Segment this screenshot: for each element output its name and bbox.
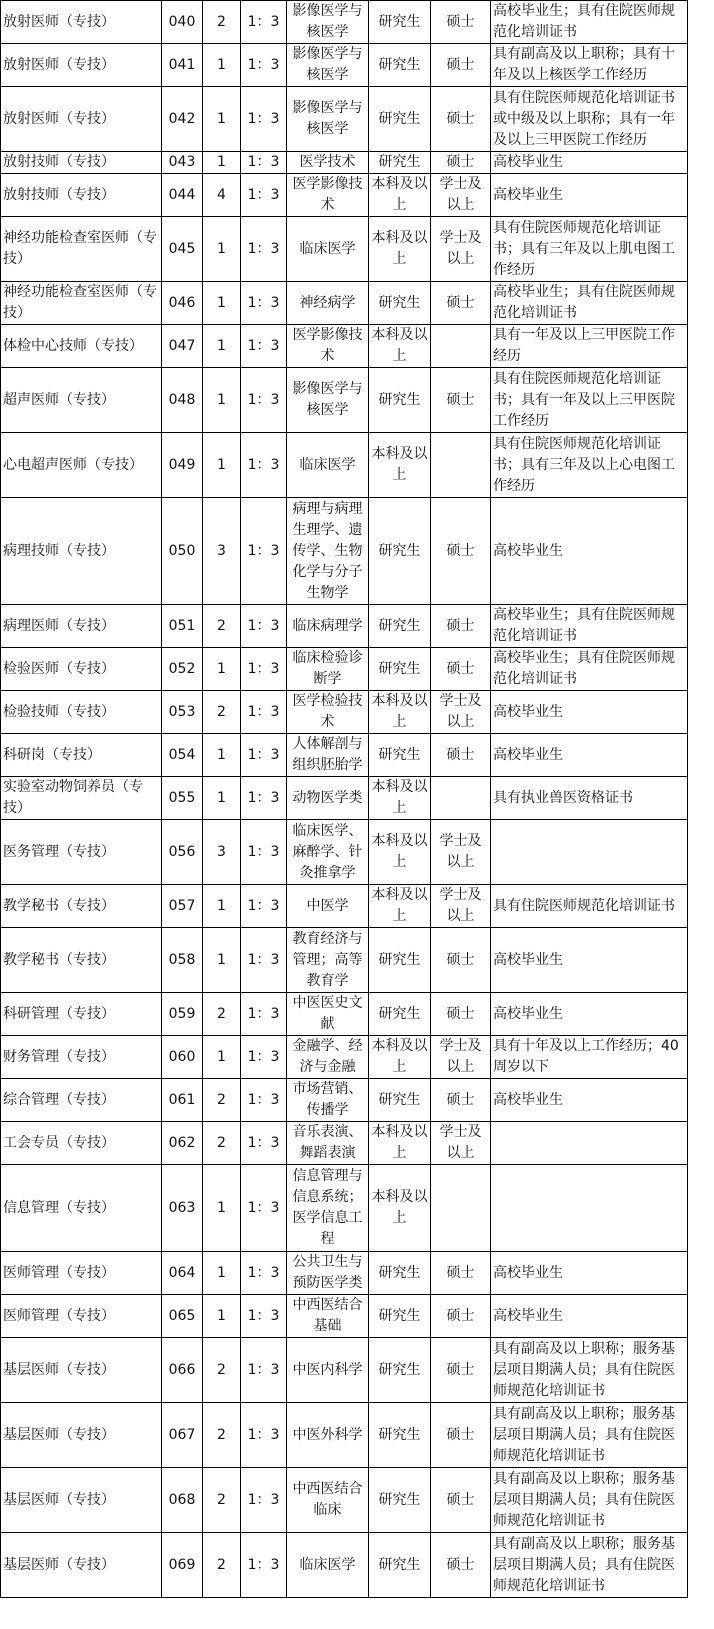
headcount-cell: 1 (203, 325, 241, 368)
table-row (1, 1468, 688, 1533)
major-cell: 中医学 (287, 885, 369, 928)
degree-cell: 学士及以上 (431, 885, 491, 928)
ratio-cell: 1：3 (241, 993, 287, 1036)
requirements-cell: 高校毕业生；具有住院医师规范化培训证书 (491, 648, 688, 691)
post-code-cell: 060 (162, 1036, 203, 1079)
major-cell: 影像医学与核医学 (287, 87, 369, 152)
degree-cell: 硕士 (431, 648, 491, 691)
table-row (1, 44, 688, 87)
degree-cell: 硕士 (431, 1252, 491, 1295)
education-cell: 研究生 (369, 928, 431, 993)
degree-cell: 学士及以上 (431, 1036, 491, 1079)
degree-cell: 硕士 (431, 928, 491, 993)
education-cell: 研究生 (369, 1533, 431, 1598)
degree-cell: 学士及以上 (431, 1122, 491, 1165)
major-cell: 影像医学与核医学 (287, 1, 369, 44)
major-cell: 临床病理学 (287, 605, 369, 648)
requirements-cell: 具有副高及以上职称；服务基层项目期满人员；具有住院医师规范化培训证书 (491, 1403, 688, 1468)
education-cell: 本科及以上 (369, 325, 431, 368)
table-row (1, 1, 688, 44)
ratio-cell: 1：3 (241, 1, 287, 44)
table-row (1, 1403, 688, 1468)
table-row (1, 734, 688, 777)
post-code-cell: 042 (162, 87, 203, 152)
ratio-cell: 1：3 (241, 44, 287, 87)
post-name-cell: 放射技师（专技） (1, 152, 162, 174)
post-name-cell: 工会专员（专技） (1, 1122, 162, 1165)
ratio-cell: 1：3 (241, 648, 287, 691)
table-row (1, 1079, 688, 1122)
ratio-cell: 1：3 (241, 1036, 287, 1079)
requirements-cell: 高校毕业生 (491, 174, 688, 217)
table-row (1, 691, 688, 734)
ratio-cell: 1：3 (241, 368, 287, 433)
table-row (1, 433, 688, 498)
major-cell: 医学影像技术 (287, 174, 369, 217)
ratio-cell: 1：3 (241, 1468, 287, 1533)
requirements-cell: 高校毕业生 (491, 691, 688, 734)
major-cell: 影像医学与核医学 (287, 368, 369, 433)
requirements-cell: 高校毕业生 (491, 993, 688, 1036)
post-name-cell: 医师管理（专技） (1, 1252, 162, 1295)
post-code-cell: 045 (162, 217, 203, 282)
degree-cell: 硕士 (431, 993, 491, 1036)
headcount-cell: 1 (203, 777, 241, 820)
headcount-cell: 2 (203, 605, 241, 648)
major-cell: 中西医结合临床 (287, 1468, 369, 1533)
post-name-cell: 病理医师（专技） (1, 605, 162, 648)
post-name-cell: 放射医师（专技） (1, 1, 162, 44)
ratio-cell: 1：3 (241, 691, 287, 734)
post-name-cell: 放射医师（专技） (1, 87, 162, 152)
ratio-cell: 1：3 (241, 87, 287, 152)
education-cell: 研究生 (369, 498, 431, 605)
post-code-cell: 057 (162, 885, 203, 928)
major-cell: 中医医史文献 (287, 993, 369, 1036)
headcount-cell: 3 (203, 820, 241, 885)
ratio-cell: 1：3 (241, 734, 287, 777)
headcount-cell: 1 (203, 885, 241, 928)
major-cell: 动物医学类 (287, 777, 369, 820)
ratio-cell: 1：3 (241, 1122, 287, 1165)
major-cell: 临床医学 (287, 1533, 369, 1598)
table-row (1, 217, 688, 282)
requirements-cell: 具有住院医师规范化培训证书；具有三年及以上心电图工作经历 (491, 433, 688, 498)
headcount-cell: 1 (203, 734, 241, 777)
degree-cell: 学士及以上 (431, 820, 491, 885)
ratio-cell: 1：3 (241, 605, 287, 648)
headcount-cell: 2 (203, 1, 241, 44)
ratio-cell: 1：3 (241, 885, 287, 928)
table-row (1, 498, 688, 605)
table-row (1, 885, 688, 928)
education-cell: 本科及以上 (369, 433, 431, 498)
post-name-cell: 放射技师（专技） (1, 174, 162, 217)
education-cell: 本科及以上 (369, 1036, 431, 1079)
degree-cell: 硕士 (431, 1079, 491, 1122)
education-cell: 本科及以上 (369, 777, 431, 820)
requirements-cell (491, 1165, 688, 1252)
degree-cell: 硕士 (431, 282, 491, 325)
degree-cell: 硕士 (431, 734, 491, 777)
education-cell: 本科及以上 (369, 174, 431, 217)
education-cell: 本科及以上 (369, 820, 431, 885)
requirements-cell: 高校毕业生；具有住院医师规范化培训证书 (491, 1, 688, 44)
ratio-cell: 1：3 (241, 1252, 287, 1295)
major-cell: 信息管理与信息系统；医学信息工程 (287, 1165, 369, 1252)
requirements-cell: 高校毕业生；具有住院医师规范化培训证书 (491, 605, 688, 648)
requirements-cell: 高校毕业生 (491, 1295, 688, 1338)
post-code-cell: 052 (162, 648, 203, 691)
requirements-cell: 具有住院医师规范化培训证书或中级及以上职称；具有一年及以上三甲医院工作经历 (491, 87, 688, 152)
table-row (1, 282, 688, 325)
post-code-cell: 062 (162, 1122, 203, 1165)
table-row (1, 1295, 688, 1338)
major-cell: 影像医学与核医学 (287, 44, 369, 87)
requirements-cell: 具有执业兽医资格证书 (491, 777, 688, 820)
degree-cell: 硕士 (431, 498, 491, 605)
post-code-cell: 058 (162, 928, 203, 993)
post-name-cell: 医务管理（专技） (1, 820, 162, 885)
major-cell: 市场营销、传播学 (287, 1079, 369, 1122)
major-cell: 医学影像技术 (287, 325, 369, 368)
major-cell: 临床检验诊断学 (287, 648, 369, 691)
table-row (1, 777, 688, 820)
education-cell: 本科及以上 (369, 217, 431, 282)
table-row (1, 174, 688, 217)
degree-cell: 硕士 (431, 1403, 491, 1468)
education-cell: 研究生 (369, 1403, 431, 1468)
headcount-cell: 1 (203, 433, 241, 498)
ratio-cell: 1：3 (241, 928, 287, 993)
table-row (1, 605, 688, 648)
post-name-cell: 超声医师（专技） (1, 368, 162, 433)
major-cell: 医学检验技术 (287, 691, 369, 734)
post-name-cell: 信息管理（专技） (1, 1165, 162, 1252)
post-code-cell: 066 (162, 1338, 203, 1403)
major-cell: 中医外科学 (287, 1403, 369, 1468)
major-cell: 病理与病理生理学、遗传学、生物化学与分子生物学 (287, 498, 369, 605)
degree-cell: 硕士 (431, 605, 491, 648)
requirements-cell: 高校毕业生 (491, 1252, 688, 1295)
major-cell: 临床医学 (287, 217, 369, 282)
post-name-cell: 基层医师（专技） (1, 1403, 162, 1468)
post-code-cell: 054 (162, 734, 203, 777)
requirements-cell: 具有副高及以上职称；具有十年及以上核医学工作经历 (491, 44, 688, 87)
post-code-cell: 041 (162, 44, 203, 87)
education-cell: 研究生 (369, 1338, 431, 1403)
post-name-cell: 神经功能检查室医师（专技） (1, 282, 162, 325)
ratio-cell: 1：3 (241, 174, 287, 217)
table-row (1, 87, 688, 152)
major-cell: 医学技术 (287, 152, 369, 174)
requirements-cell: 具有十年及以上工作经历；40周岁以下 (491, 1036, 688, 1079)
requirements-cell: 高校毕业生 (491, 498, 688, 605)
degree-cell: 学士及以上 (431, 217, 491, 282)
education-cell: 研究生 (369, 1468, 431, 1533)
table-row (1, 325, 688, 368)
degree-cell: 硕士 (431, 1295, 491, 1338)
post-code-cell: 061 (162, 1079, 203, 1122)
education-cell: 本科及以上 (369, 1165, 431, 1252)
ratio-cell: 1：3 (241, 217, 287, 282)
major-cell: 教育经济与管理；高等教育学 (287, 928, 369, 993)
education-cell: 本科及以上 (369, 691, 431, 734)
ratio-cell: 1：3 (241, 433, 287, 498)
headcount-cell: 3 (203, 498, 241, 605)
post-code-cell: 044 (162, 174, 203, 217)
requirements-cell: 高校毕业生；具有住院医师规范化培训证书 (491, 282, 688, 325)
post-name-cell: 神经功能检查室医师（专技） (1, 217, 162, 282)
headcount-cell: 2 (203, 1079, 241, 1122)
ratio-cell: 1：3 (241, 498, 287, 605)
post-code-cell: 064 (162, 1252, 203, 1295)
education-cell: 研究生 (369, 993, 431, 1036)
ratio-cell: 1：3 (241, 1079, 287, 1122)
requirements-cell: 高校毕业生 (491, 734, 688, 777)
post-name-cell: 体检中心技师（专技） (1, 325, 162, 368)
table-row (1, 1533, 688, 1598)
degree-cell: 学士及以上 (431, 174, 491, 217)
post-code-cell: 059 (162, 993, 203, 1036)
ratio-cell: 1：3 (241, 325, 287, 368)
headcount-cell: 1 (203, 152, 241, 174)
post-name-cell: 基层医师（专技） (1, 1533, 162, 1598)
headcount-cell: 1 (203, 87, 241, 152)
education-cell: 研究生 (369, 1079, 431, 1122)
table-body (1, 1, 688, 1598)
headcount-cell: 1 (203, 648, 241, 691)
table-row (1, 1252, 688, 1295)
headcount-cell: 1 (203, 44, 241, 87)
post-code-cell: 048 (162, 368, 203, 433)
post-code-cell: 055 (162, 777, 203, 820)
post-name-cell: 放射医师（专技） (1, 44, 162, 87)
degree-cell: 硕士 (431, 368, 491, 433)
degree-cell: 硕士 (431, 1533, 491, 1598)
degree-cell (431, 325, 491, 368)
requirements-cell: 高校毕业生 (491, 1079, 688, 1122)
table-row (1, 928, 688, 993)
education-cell: 研究生 (369, 87, 431, 152)
post-code-cell: 053 (162, 691, 203, 734)
headcount-cell: 2 (203, 691, 241, 734)
major-cell: 临床医学、麻醉学、针灸推拿学 (287, 820, 369, 885)
post-name-cell: 实验室动物饲养员（专技） (1, 777, 162, 820)
post-name-cell: 教学秘书（专技） (1, 928, 162, 993)
education-cell: 研究生 (369, 1295, 431, 1338)
post-name-cell: 基层医师（专技） (1, 1468, 162, 1533)
table-row (1, 1122, 688, 1165)
education-cell: 本科及以上 (369, 1122, 431, 1165)
major-cell: 临床医学 (287, 433, 369, 498)
table-row (1, 1036, 688, 1079)
post-name-cell: 科研岗（专技） (1, 734, 162, 777)
ratio-cell: 1：3 (241, 282, 287, 325)
post-code-cell: 065 (162, 1295, 203, 1338)
post-name-cell: 教学秘书（专技） (1, 885, 162, 928)
education-cell: 研究生 (369, 368, 431, 433)
headcount-cell: 2 (203, 1403, 241, 1468)
headcount-cell: 1 (203, 1295, 241, 1338)
headcount-cell: 1 (203, 1036, 241, 1079)
table-row (1, 993, 688, 1036)
education-cell: 研究生 (369, 152, 431, 174)
table-row (1, 648, 688, 691)
table-row (1, 1165, 688, 1252)
ratio-cell: 1：3 (241, 1533, 287, 1598)
ratio-cell: 1：3 (241, 1338, 287, 1403)
post-name-cell: 财务管理（专技） (1, 1036, 162, 1079)
degree-cell: 硕士 (431, 44, 491, 87)
major-cell: 中医内科学 (287, 1338, 369, 1403)
major-cell: 中西医结合基础 (287, 1295, 369, 1338)
post-code-cell: 049 (162, 433, 203, 498)
degree-cell: 学士及以上 (431, 691, 491, 734)
headcount-cell: 1 (203, 1165, 241, 1252)
requirements-cell: 具有副高及以上职称；服务基层项目期满人员；具有住院医师规范化培训证书 (491, 1533, 688, 1598)
major-cell: 公共卫生与预防医学类 (287, 1252, 369, 1295)
post-name-cell: 心电超声医师（专技） (1, 433, 162, 498)
post-name-cell: 检验技师（专技） (1, 691, 162, 734)
education-cell: 研究生 (369, 44, 431, 87)
headcount-cell: 1 (203, 1252, 241, 1295)
degree-cell (431, 433, 491, 498)
ratio-cell: 1：3 (241, 1165, 287, 1252)
post-code-cell: 068 (162, 1468, 203, 1533)
post-name-cell: 医师管理（专技） (1, 1295, 162, 1338)
education-cell: 研究生 (369, 648, 431, 691)
requirements-cell: 高校毕业生 (491, 928, 688, 993)
requirements-cell: 具有一年及以上三甲医院工作经历 (491, 325, 688, 368)
requirements-cell: 具有住院医师规范化培训证书 (491, 885, 688, 928)
headcount-cell: 2 (203, 1533, 241, 1598)
ratio-cell: 1：3 (241, 820, 287, 885)
post-name-cell: 病理技师（专技） (1, 498, 162, 605)
post-code-cell: 069 (162, 1533, 203, 1598)
requirements-cell: 具有住院医师规范化培训证书；具有一年及以上三甲医院工作经历 (491, 368, 688, 433)
degree-cell: 硕士 (431, 1338, 491, 1403)
table-row (1, 1338, 688, 1403)
headcount-cell: 2 (203, 1338, 241, 1403)
headcount-cell: 2 (203, 1468, 241, 1533)
education-cell: 研究生 (369, 1252, 431, 1295)
requirements-cell: 具有副高及以上职称；服务基层项目期满人员；具有住院医师规范化培训证书 (491, 1468, 688, 1533)
degree-cell: 硕士 (431, 87, 491, 152)
post-name-cell: 基层医师（专技） (1, 1338, 162, 1403)
ratio-cell: 1：3 (241, 152, 287, 174)
table-row (1, 368, 688, 433)
requirements-cell (491, 1122, 688, 1165)
headcount-cell: 1 (203, 928, 241, 993)
degree-cell (431, 777, 491, 820)
requirements-cell: 具有住院医师规范化培训证书；具有三年及以上肌电图工作经历 (491, 217, 688, 282)
post-code-cell: 046 (162, 282, 203, 325)
post-code-cell: 067 (162, 1403, 203, 1468)
post-code-cell: 047 (162, 325, 203, 368)
requirements-cell (491, 820, 688, 885)
ratio-cell: 1：3 (241, 1403, 287, 1468)
major-cell: 金融学、经济与金融 (287, 1036, 369, 1079)
degree-cell (431, 1165, 491, 1252)
table-row (1, 820, 688, 885)
post-name-cell: 综合管理（专技） (1, 1079, 162, 1122)
post-code-cell: 056 (162, 820, 203, 885)
major-cell: 人体解剖与组织胚胎学 (287, 734, 369, 777)
degree-cell: 硕士 (431, 1, 491, 44)
degree-cell: 硕士 (431, 1468, 491, 1533)
education-cell: 研究生 (369, 734, 431, 777)
table-row (1, 152, 688, 174)
post-code-cell: 050 (162, 498, 203, 605)
requirements-cell: 具有副高及以上职称；服务基层项目期满人员；具有住院医师规范化培训证书 (491, 1338, 688, 1403)
headcount-cell: 1 (203, 282, 241, 325)
post-name-cell: 科研管理（专技） (1, 993, 162, 1036)
post-code-cell: 051 (162, 605, 203, 648)
headcount-cell: 1 (203, 217, 241, 282)
requirements-cell: 高校毕业生 (491, 152, 688, 174)
education-cell: 研究生 (369, 282, 431, 325)
education-cell: 研究生 (369, 605, 431, 648)
headcount-cell: 2 (203, 993, 241, 1036)
ratio-cell: 1：3 (241, 1295, 287, 1338)
major-cell: 神经病学 (287, 282, 369, 325)
degree-cell: 硕士 (431, 152, 491, 174)
post-code-cell: 063 (162, 1165, 203, 1252)
post-name-cell: 检验医师（专技） (1, 648, 162, 691)
headcount-cell: 1 (203, 368, 241, 433)
ratio-cell: 1：3 (241, 777, 287, 820)
education-cell: 研究生 (369, 1, 431, 44)
education-cell: 本科及以上 (369, 885, 431, 928)
major-cell: 音乐表演、舞蹈表演 (287, 1122, 369, 1165)
post-code-cell: 043 (162, 152, 203, 174)
post-code-cell: 040 (162, 1, 203, 44)
headcount-cell: 2 (203, 1122, 241, 1165)
headcount-cell: 4 (203, 174, 241, 217)
